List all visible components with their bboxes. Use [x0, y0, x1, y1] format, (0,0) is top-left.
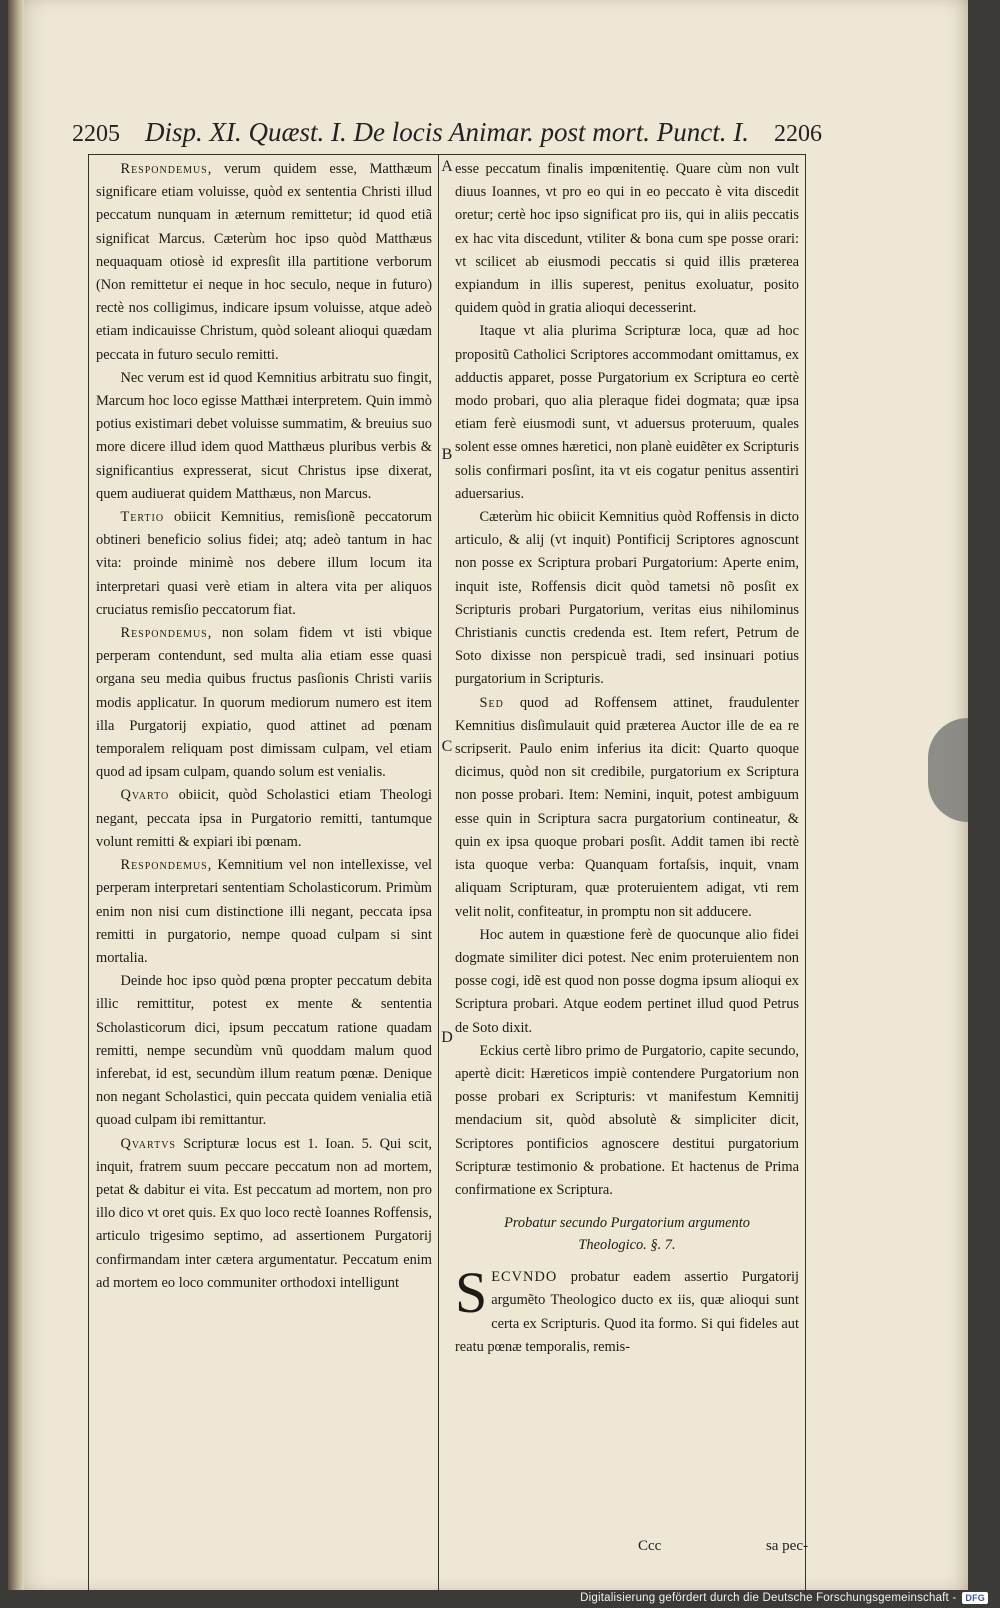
margin-letter-b: B: [441, 446, 453, 463]
frame-right-rule: [805, 154, 806, 1590]
margin-letter-c: C: [441, 738, 453, 755]
signature-mark: Ccc: [638, 1538, 662, 1554]
catchword: sa pec-: [765, 1538, 808, 1554]
paragraph: Cæterùm hic obiicit Kemnitius quòd Roffensis in dicto articulo, & alij (vt inquit) Pontificij Scriptores agnoscunt non posse ex Scriptura probari Purgatorium: Aperte enim, inquit iste, Roffensis dicit quòd tametsi nõ posſit ex Scripturis probari Purgatorium, veritas eius nihilominus Christianis cunctis credenda est. Item refert, Petrum de Soto dixisse non perspicuè tradi, sed insinuari potius purgatorium in Scripturis.: [455, 509, 799, 688]
paragraph: Respondemus, Kemnitium vel non intellexisse, vel perperam interpretari sententiam Scholasticorum. Primùm enim non nisi cum distinctione illi negant, peccata ipsa remitti in purgatorio, nempe quoad culpam si sint mortalia.: [96, 857, 432, 966]
header-rule: [88, 154, 806, 155]
paragraph: Hoc autem in quæstione ferè de quocunque alio fidei dogmate similiter dici potest. Nec enim proteruientem non posse cogi, idẽ est quod non posse dogma ipsum alioqui ex Scriptura probari. Atque eodem pertinet illud quod Petrus de Soto dixit.: [455, 926, 799, 1036]
running-title: Disp. XI. Quæst. I. De locis Animar. post mort. Punct. I.: [145, 117, 749, 147]
drop-cap: S: [455, 1260, 488, 1326]
paragraph: SECVNDO probatur eadem assertio Purgatorij argumẽto Theologico ducto ex iis, quæ alioqui sunt certa ex Scripturis. Quod ita formo. Si qui fideles aut reatu pœnæ temporalis, remis-: [455, 1260, 799, 1355]
paragraph: Qvarto obiicit, quòd Scholastici etiam Theologi negant, peccata ipsa in Purgatorio remitti, tantumque volunt remitti & expiari ibi pœnam.: [96, 787, 432, 850]
paragraph: Tertio obiicit Kemnitius, remisſionẽ peccatorum obtineri beneficio solius fidei; atq; adeò tantum in hac vita: proinde minimè nos debere illum locum ita interpretari quasi verè etiam in altera vita per aliquos cruciatus remisſio peccatorum fiat.: [96, 509, 432, 618]
page-footer: [638, 1538, 808, 1555]
paragraph: Deinde hoc ipso quòd pœna propter peccatum debita illic remittitur, potest ex mente & sententia Scholasticorum dici, ipsum peccatum ratione quadam remitti, nempe secundùm vnũ quoddam malum quod inferebat, id est, secundùm illum reatum pœnæ. Denique non negant Scholastici, quin peccata quidem venialia etiã quoad culpam ibi remittantur.: [96, 973, 432, 1129]
credit-text: Digitalisierung gefördert durch die Deutsche Forschungsgemeinschaft -: [580, 1592, 957, 1604]
paragraph: Respondemus, non solam fidem vt isti vbique perperam contendunt, sed multa alia etiam esse quasi organa seu media quibus fructus pasſionis Christi variis modis applicatur. In quorum mediorum numero est item illa Purgatorij expiatio, quod attinet ad pœnam temporalem reliquam post dimissam culpam, vel etiam quod ad ipsam culpam, quando solum est venialis.: [96, 625, 432, 781]
frame-left-rule: [88, 154, 89, 1590]
paragraph: Nec verum est id quod Kemnitius arbitratu suo fingit, Marcum hoc loco egisse Matthæi interpretem. Quin immò potius existimari debet voluisse summatim, & breuius suo more dicere illud idem quod Matthæus pluribus verbis & significantius expresserat, sicut Christus ipse dixerat, quem audiuerat quidem Matthæus, non Marcus.: [96, 369, 432, 502]
page-edge-tab: [928, 718, 968, 822]
margin-letter-a: A: [441, 158, 453, 175]
book-page: [8, 0, 968, 1590]
paragraph: Itaque vt alia plurima Scripturæ loca, quæ ad hoc propositũ Catholici Scriptores accommodant omittamus, ex adductis apparet, posse Purgatorium ex Scriptura eo certè modo probari, quo alia pleraque fidei dogmata; quæ ipsa etiam ferè eiusmodi sunt, vt aduersus proteruum, quales solent esse omnes hæretici, non planè euidẽter ex Scripturis solis confirmari posſint, ita vt eis cogatur penitus assentiri aduersarius.: [455, 323, 799, 502]
section-heading: Probatur secundo Purgatorium argumento Theologico. §. 7.: [504, 1215, 750, 1254]
column-divider: [438, 154, 439, 1590]
margin-letter-d: D: [441, 1029, 453, 1046]
paragraph: esse peccatum finalis impœnitentię. Quare cùm non vult diuus Ioannes, vt pro eo qui in eo peccato è vita discedit oretur; certè hoc ipso significat pro iis, qui in aliis peccatis ex hac vita discedunt, vtiliter & bona cum spe posse orari: vt scilicet ab eiusmodi peccatis si quid illis præterea expiandum in illis superest, penitus exoluatur, posito quidem quòd in gratia alioqui decesserint.: [455, 161, 799, 317]
paragraph: Sed quod ad Roffensem attinet, fraudulenter Kemnitius disſimulauit quid præterea Auctor ille de ea re scripserit. Paulo enim inferius ita dicit: Quarto quoque dicimus, quòd non sit credibile, purgatorium ex Scriptura non posse probari. Item: Nemini, inquit, potest ambiguum esse quin in Scriptura sacra purgatorium contineatur, & quin ex ipsa quoque probari posſit. Addit tamen ibi rectè ista quoque verba: Quanquam fortaſsis, inquit, vnam aliquam Scripturam, quæ proteruientem adigat, vti rem velit nolit, confiteatur, in promptu non sit adducere.: [455, 694, 799, 920]
digitization-credit: [580, 1592, 988, 1604]
paragraph: Respondemus, verum quidem esse, Matthæum significare etiam voluisse, quòd ex sententia Christi illud peccatum nunquam in æternum remittetur; id quod etiã significat Marcus. Cæterùm hoc ipso quòd Matthæus nequaquam otiosè id expresſit illa partitione verborum (Non remittetur ei neque in hoc seculo, neque in futuro) rectè nos colligimus, indicare ipsum voluisse, atque adeò etiam indicauisse Christum, quòd soleant alioqui quædam peccata in futuro seculo remitti.: [96, 161, 432, 363]
left-column: [96, 158, 432, 1590]
right-column: [455, 158, 799, 1590]
paragraph: Qvartvs Scripturæ locus est 1. Ioan. 5. Qui scit, inquit, fratrem suum peccare peccatum non ad mortem, petat & dabitur ei vita. Est peccatum ad mortem, non pro illo dico vt oret quis. Ex quo loco rectè Ioannes Roffensis, articulo trigesimo septimo, ad assertionem Purgatorij confirmandam inter cætera argumentatur. Peccatum enim ad mortem eo loco communiter orthodoxi intelligunt: [96, 1135, 432, 1291]
page-number-left: 2205: [72, 121, 120, 147]
book-spine: [8, 0, 24, 1590]
dfg-logo-icon: DFG: [962, 1592, 988, 1604]
page-number-right: 2206: [773, 121, 822, 147]
paragraph: Eckius certè libro primo de Purgatorio, capite secundo, apertè dicit: Hæreticos impiè contendere Purgatorium non posse probari ex Scripturis: vt manifestum Kemnitij mendacium sit, quòd absolutè & simpliciter dicit, Scriptores pontificios agnoscere destitui purgatorium Scripturæ testimonio & probatione. Et hactenus de Prima confirmatione ex Scriptura.: [455, 1042, 799, 1198]
